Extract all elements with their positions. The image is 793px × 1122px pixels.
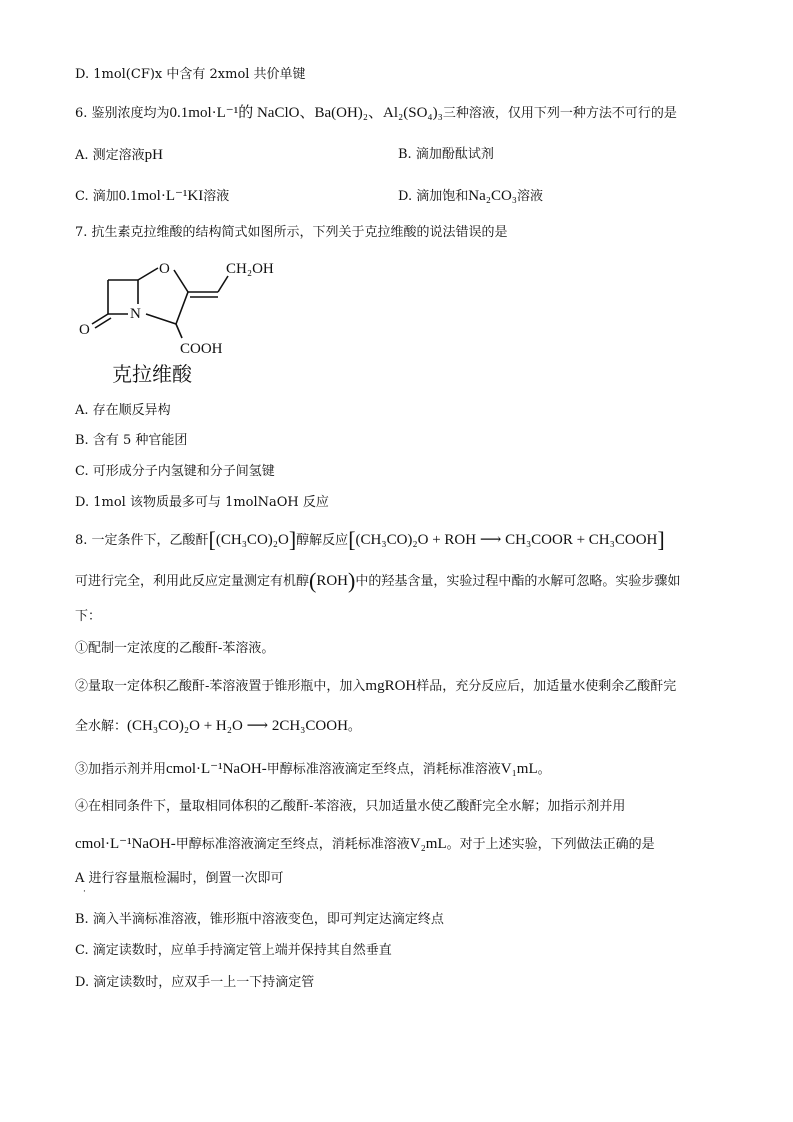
q8-step2-line2 (75, 717, 361, 736)
q6-option-c-text2: 溶液 (203, 189, 230, 204)
q6-concentration: 0.1mol·L⁻¹ (169, 105, 239, 121)
bond-carbonyl-2 (95, 318, 111, 328)
bond-o-c-ring (174, 270, 188, 292)
q8-step3-end: 。 (537, 762, 551, 777)
q6-option-d-text1: D. 滴加饱和 (398, 189, 469, 204)
q8-option-a: A 进行容量瓶检漏时，倒置一次即可 (75, 871, 284, 886)
q7-option-c: C. 可形成分子内氢键和分子间氢键 (75, 464, 275, 479)
q8-step4-b: 甲醇标准溶液滴定至终点，消耗标准溶液 (175, 837, 410, 852)
q6-stem-suffix: 三种溶液，仅用下列一种方法不可行的是 (442, 106, 677, 121)
q8-stem-line2 (75, 568, 681, 593)
atom-o-ring: O (159, 261, 170, 277)
q8-step2-a: ②量取一定体积乙酸酐-苯溶液置于锥形瓶中，加入 (75, 679, 366, 694)
q8-step4-line1: ④在相同条件下，量取相同体积的乙酸酐-苯溶液，只加适量水使乙酸酐完全水解；加指示剂并用 (75, 799, 626, 814)
q8-step4-c: 。对于上述实验，下列做法正确的是 (446, 837, 655, 852)
bond-c-n-ring (146, 314, 176, 324)
group-ch2oh: CH₂OH (226, 261, 274, 277)
q8-step1: ①配制一定浓度的乙酸酐-苯溶液。 (75, 641, 275, 656)
q6-option-d-math: Na₂CO₃ (468, 188, 518, 204)
q8-option-d: D. 滴定读数时，应双手一上一下持滴定管 (75, 975, 315, 990)
bond-c-o-ring (138, 268, 158, 280)
q6-option-c-text1: C. 滴加 (75, 189, 119, 204)
q8-step4-naoh: cmol·L⁻¹NaOH- (75, 836, 176, 852)
q6-option-c-math: 0.1mol·L⁻¹KI (118, 188, 204, 204)
paren-open: ( (309, 568, 317, 593)
q7-option-b: B. 含有 5 种官能团 (75, 433, 188, 448)
q7-stem: 7. 抗生素克拉维酸的结构简式如图所示，下列关于克拉维酸的说法错误的是 (75, 225, 508, 240)
q8-stem2-a: 可进行完全，利用此反应定量测定有机醇 (75, 574, 310, 589)
q8-option-c: C. 滴定读数时，应单手持滴定管上端并保持其自然垂直 (75, 943, 392, 958)
bond-c-c-ring (176, 292, 188, 324)
q6-stem (75, 104, 677, 123)
q8-step2-c: 全水解： (75, 719, 128, 734)
q8-stem2-b: 中的羟基含量，实验过程中酯的水解可忽略。实验步骤如 (355, 574, 681, 589)
q5-option-d: D. 1mol(CF)x 中含有 2xmol 共价单键 (75, 67, 306, 82)
paren-close: ) (348, 568, 356, 593)
q8-stem1-a: 8. 一定条件下，乙酸酐 (75, 533, 209, 548)
q6-option-d-text2: 溶液 (517, 189, 544, 204)
bracket-close-1: ] (288, 527, 297, 552)
molecule-name: 克拉维酸 (112, 362, 192, 386)
atom-o-carbonyl: O (79, 322, 90, 338)
q8-alcoholysis-equation: (CH₃CO)₂O + ROH ⟶ CH₃COOR + CH₃COOH (355, 532, 658, 548)
q8-option-b: B. 滴入半滴标准溶液，锥形瓶中溶液变色，即可判定达滴定终点 (75, 912, 444, 927)
q6-option-b: B. 滴加酚酞试剂 (398, 147, 494, 162)
group-cooh: COOH (180, 341, 223, 357)
q7-option-a: A. 存在顺反异构 (75, 403, 171, 418)
q6-option-c (75, 187, 229, 206)
q8-step2-line1 (75, 677, 676, 696)
q6-option-d (398, 187, 543, 206)
q8-roh: ROH (316, 573, 349, 589)
q8-step3-b: 甲醇标准溶液滴定至终点，消耗标准溶液 (266, 762, 501, 777)
atom-n: N (130, 306, 141, 322)
q8-step4-volume: V₂mL (409, 836, 447, 852)
q8-step3 (75, 760, 551, 779)
q8-step2-b: 样品，充分反应后，加适量水使剩余乙酸酐完 (416, 679, 677, 694)
q8-step2-end: 。 (347, 719, 361, 734)
q6-option-a (75, 146, 163, 165)
q8-step3-naoh: cmol·L⁻¹NaOH- (166, 761, 267, 777)
bracket-open-2: [ (348, 527, 356, 552)
q6-option-a-text: A. 测定溶液 (75, 148, 145, 163)
q8-anhydride: (CH₃CO)₂O (215, 532, 289, 548)
bond-carbonyl-1 (92, 314, 108, 324)
q6-option-a-math: pH (144, 147, 163, 163)
q6-reagents: 的 NaClO、Ba(OH)₂、Al₂(SO₄)₃ (238, 105, 443, 121)
q8-stem-line3: 下： (75, 609, 102, 624)
stray-dot: · (83, 887, 86, 897)
q8-step2-mass: mgROH (365, 678, 417, 694)
q7-option-d: D. 1mol 该物质最多可与 1molNaOH 反应 (75, 495, 329, 510)
q8-step4-line2 (75, 835, 655, 854)
bracket-close-2: ] (657, 527, 665, 552)
q8-stem-line1 (75, 527, 665, 552)
q8-hydrolysis-equation: (CH₃CO)₂O + H₂O ⟶ 2CH₃COOH (127, 718, 348, 734)
bond-to-cooh (176, 324, 182, 338)
bracket-open-1: [ (208, 527, 216, 552)
q8-step3-a: ③加指示剂并用 (75, 762, 167, 777)
q8-stem1-b: 醇解反应 (296, 533, 349, 548)
bond-to-ch2oh (218, 276, 228, 292)
q6-stem-prefix: 6. 鉴别浓度均为 (75, 106, 170, 121)
q8-step3-volume: V₁mL (500, 761, 538, 777)
